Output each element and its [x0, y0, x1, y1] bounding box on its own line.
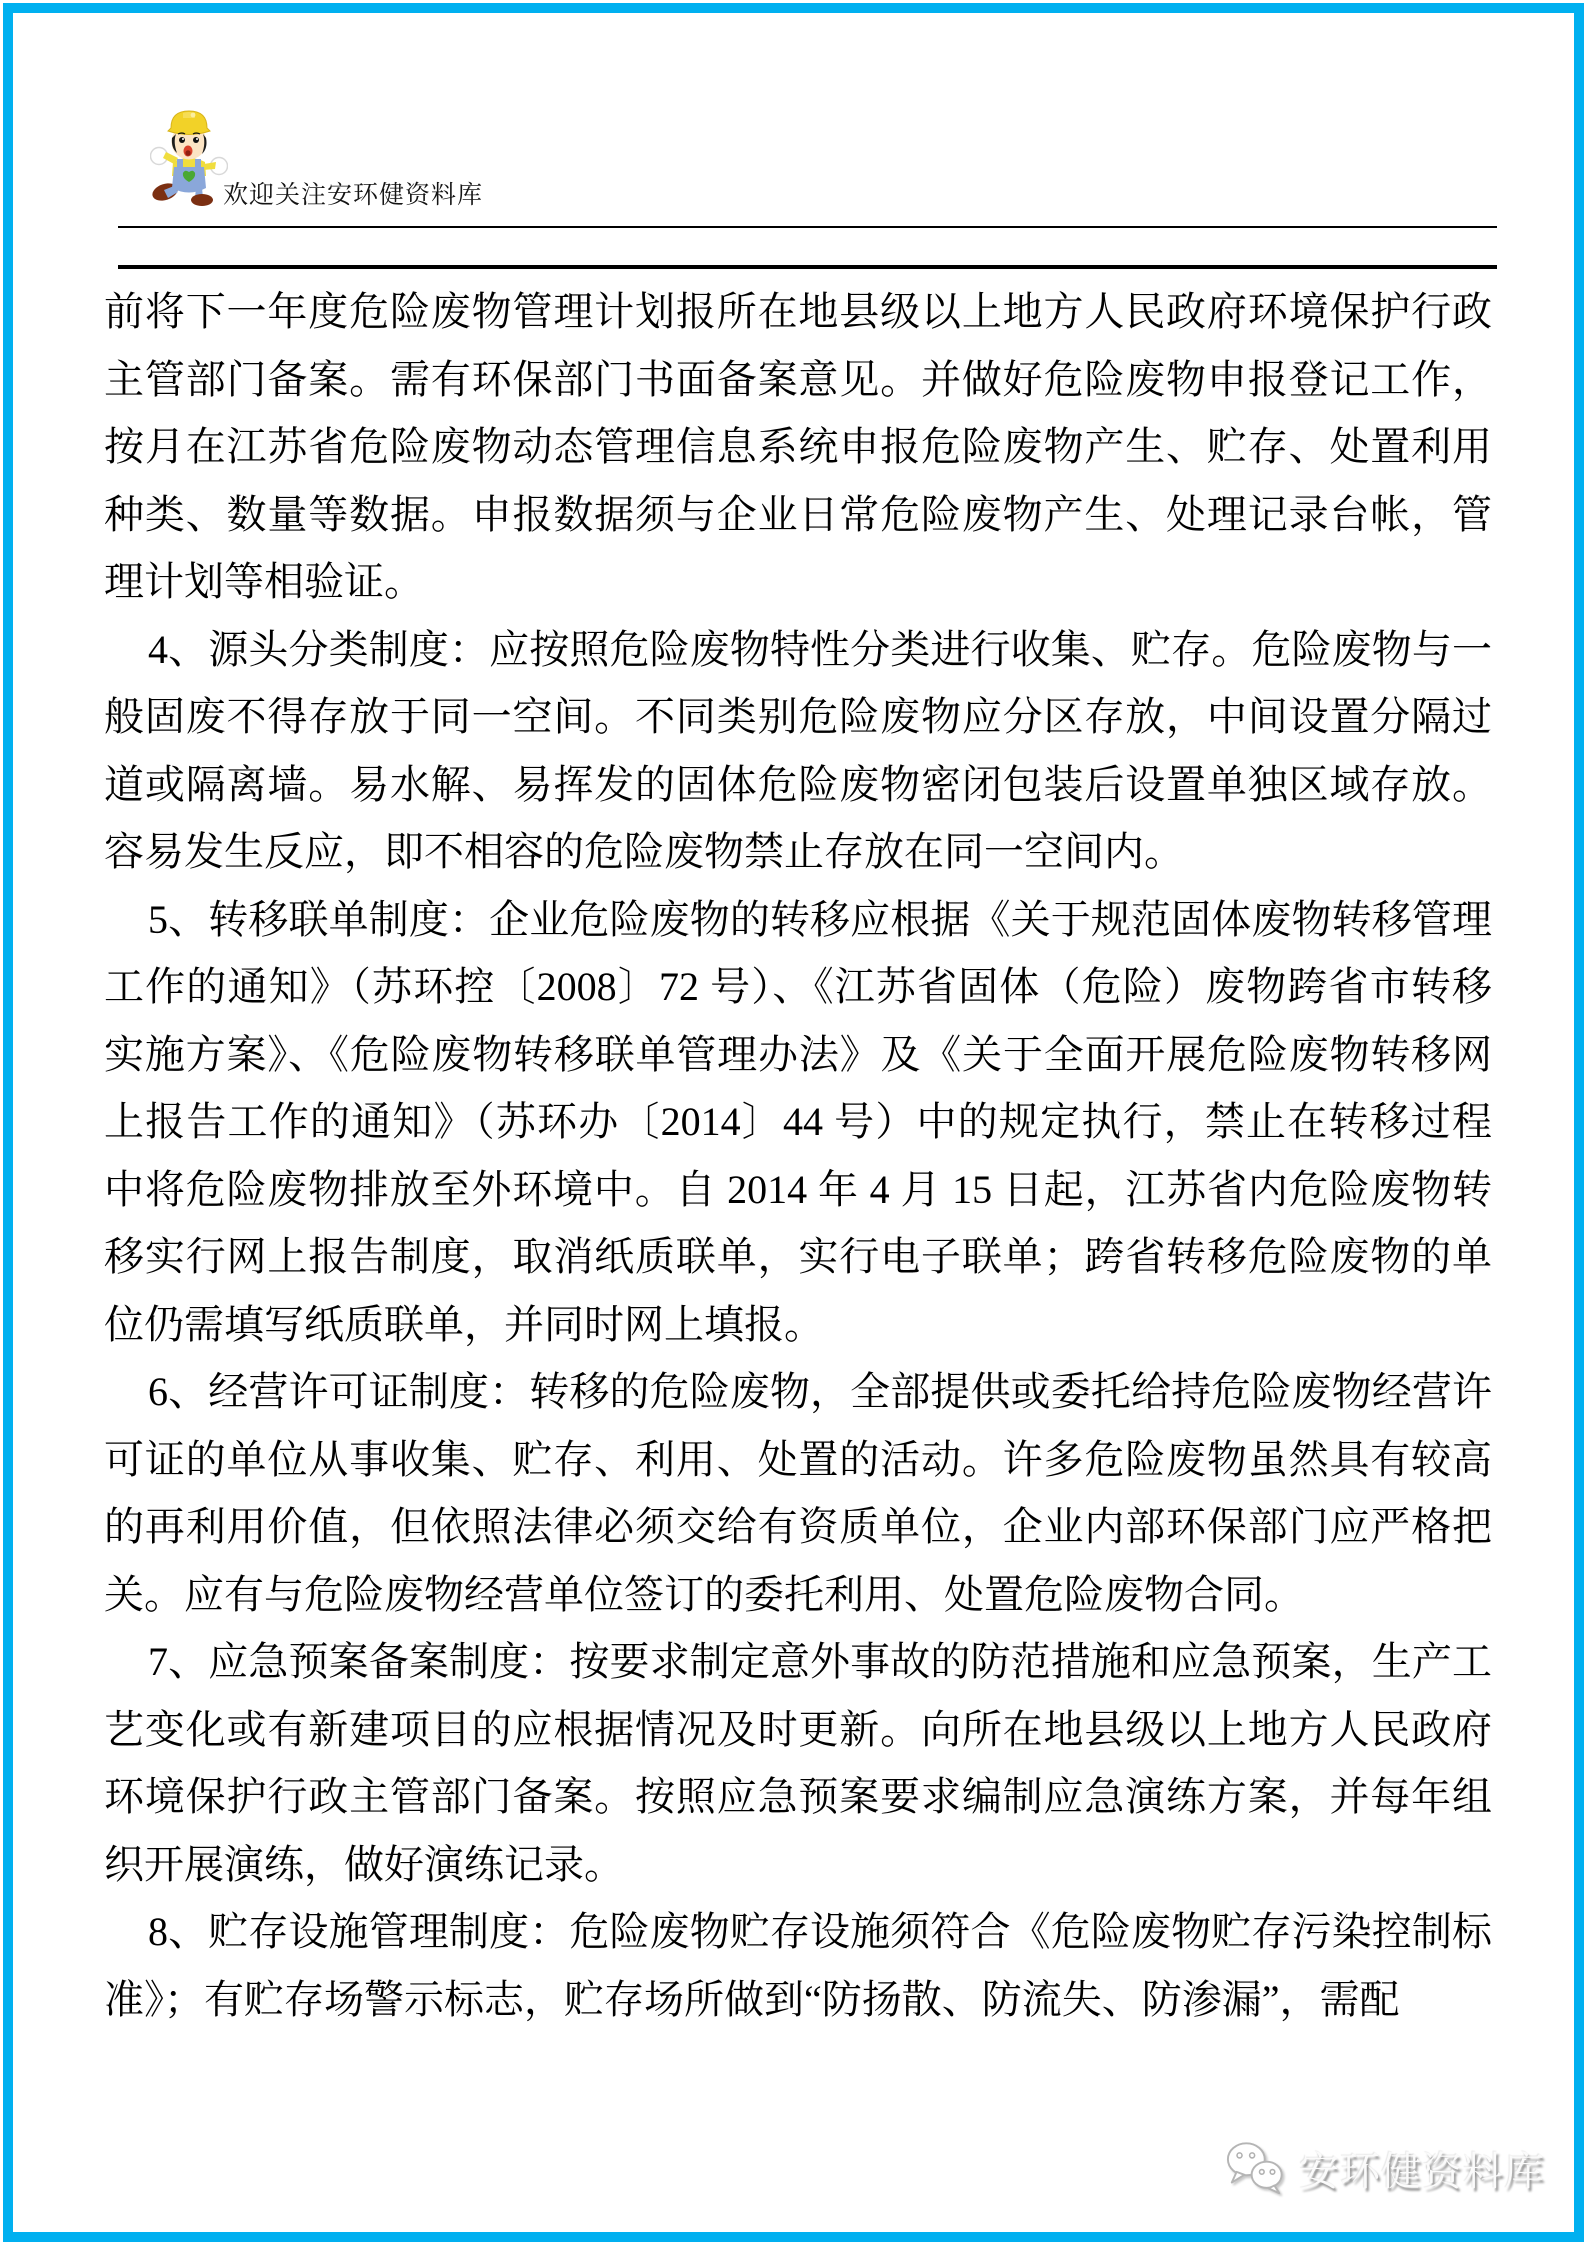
document-body	[104, 278, 1492, 2033]
header-rule-thin	[118, 226, 1497, 228]
paragraph-item-5: 5、转移联单制度：企业危险废物的转移应根据《关于规范固体废物转移管理工作的通知》（苏环控〔2008〕72 号）、《江苏省固体（危险）废物跨省市转移实施方案》、《危险废物转移联单管理办法》及《关于全面开展危险废物转移网上报告工作的通知》（苏环办〔2014〕44 号）中的规定执行，禁止在转移过程中将危险废物排放至外环境中。自 2014 年 4 月 15 日起，江苏省内危险废物转移实行网上报告制度，取消纸质联单，实行电子联单；跨省转移危险废物的单位仍需填写纸质联单，并同时网上填报。	[104, 896, 1492, 1347]
paragraph-item-4: 4、源头分类制度：应按照危险废物特性分类进行收集、贮存。危险废物与一般固废不得存放于同一空间。不同类别危险废物应分区存放，中间设置分隔过道或隔离墙。易水解、易挥发的固体危险废物密闭包装后设置单独区域存放。容易发生反应，即不相容的危险废物禁止存放在同一空间内。	[104, 626, 1492, 874]
banner-text: 欢迎关注安环健资料库	[223, 181, 484, 209]
paragraph-item-8: 8、贮存设施管理制度：危险废物贮存设施须符合《危险废物贮存污染控制标准》；有贮存场警示标志，贮存场所做到“防扬散、防流失、防渗漏”，需配	[104, 1909, 1492, 2022]
wechat-icon	[1225, 2138, 1287, 2198]
header-rule-thick	[118, 265, 1497, 269]
paragraph-continuation: 前将下一年度危险废物管理计划报所在地县级以上地方人民政府环境保护行政主管部门备案。需有环保部门书面备案意见。并做好危险废物申报登记工作，按月在江苏省危险废物动态管理信息系统申报危险废物产生、贮存、处置利用种类、数量等数据。申报数据须与企业日常危险废物产生、处理记录台帐，管理计划等相验证。	[104, 289, 1492, 604]
watermark-text: 安环健资料库	[1299, 2149, 1545, 2194]
safety-worker-mascot-icon	[150, 106, 228, 206]
paragraph-item-6: 6、经营许可证制度：转移的危险废物，全部提供或委托给持危险废物经营许可证的单位从事收集、贮存、利用、处置的活动。许多危险废物虽然具有较高的再利用价值，但依照法律必须交给有资质单位，企业内部环保部门应严格把关。应有与危险废物经营单位签订的委托利用、处置危险废物合同。	[104, 1369, 1492, 1617]
footer-watermark	[1225, 2138, 1545, 2198]
paragraph-item-7: 7、应急预案备案制度：按要求制定意外事故的防范措施和应急预案，生产工艺变化或有新建项目的应根据情况及时更新。向所在地县级以上地方人民政府环境保护行政主管部门备案。按照应急预案要求编制应急演练方案，并每年组织开展演练，做好演练记录。	[104, 1639, 1492, 1887]
